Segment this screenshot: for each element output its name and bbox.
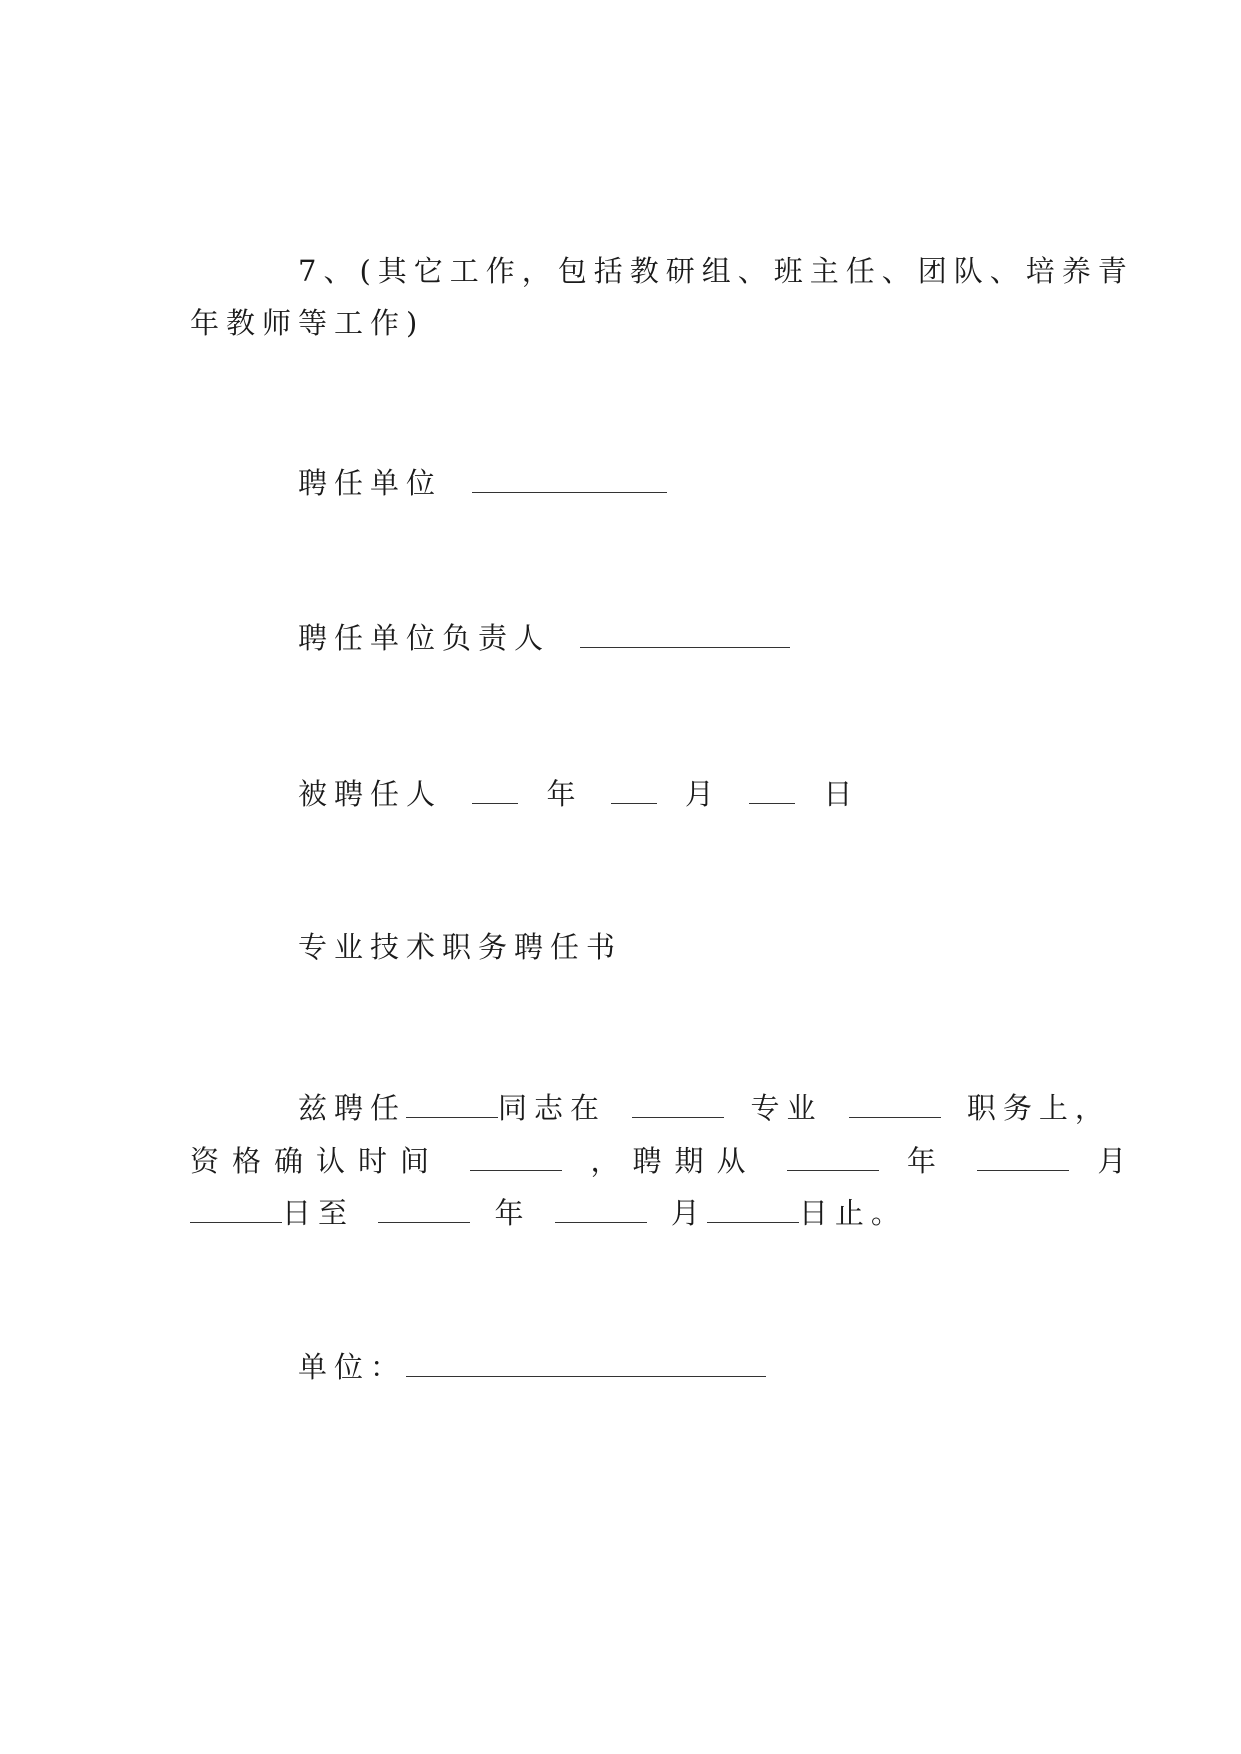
item-7-line-2: 年教师等工作) — [190, 306, 425, 340]
certificate-paragraph-line-2 — [190, 1140, 1140, 1179]
employee-month-label: 月 — [684, 777, 721, 811]
cert-qualify-date-blank[interactable] — [470, 1140, 562, 1171]
employee-year-blank[interactable] — [472, 773, 518, 804]
cert-text-start-month: 月 — [1097, 1144, 1140, 1178]
cert-text-term-from: ，聘期从 — [590, 1144, 759, 1178]
cert-position-blank[interactable] — [849, 1087, 941, 1118]
cert-text-position: 职务上， — [966, 1091, 1111, 1125]
cert-text-start-day: 日至 — [282, 1196, 355, 1230]
item-7-line-1: 7、(其它工作，包括教研组、班主任、团队、培养青 — [298, 254, 1134, 288]
cert-text-start-year: 年 — [906, 1144, 949, 1178]
employee-day-blank[interactable] — [749, 773, 795, 804]
employee-month-blank[interactable] — [611, 773, 657, 804]
cert-text-end-month: 月 — [670, 1196, 707, 1230]
cert-text-end-year: 年 — [494, 1196, 531, 1230]
employee-year-label: 年 — [546, 777, 583, 811]
cert-text-qualify-date: 资格确认时间 — [190, 1144, 443, 1178]
cert-text-comrade: 同志在 — [498, 1091, 607, 1125]
employee-row — [298, 773, 1158, 812]
cert-major-blank[interactable] — [632, 1087, 724, 1118]
certificate-paragraph-line-1 — [298, 1087, 1158, 1126]
cert-text-end-day: 日止。 — [798, 1196, 907, 1230]
cert-start-year-blank[interactable] — [787, 1140, 879, 1171]
cert-text-appoint: 兹聘任 — [298, 1091, 407, 1125]
employer-head-label: 聘任单位负责人 — [298, 621, 551, 655]
employer-unit-label: 聘任单位 — [298, 466, 443, 500]
cert-start-month-blank[interactable] — [977, 1140, 1069, 1171]
employer-head-blank[interactable] — [580, 617, 790, 648]
cert-name-blank[interactable] — [406, 1087, 498, 1118]
cert-end-month-blank[interactable] — [555, 1192, 647, 1223]
certificate-paragraph-line-3 — [190, 1192, 1050, 1231]
unit-row — [298, 1346, 1158, 1385]
employer-unit-blank[interactable] — [472, 462, 667, 493]
unit-blank[interactable] — [406, 1346, 766, 1377]
cert-end-year-blank[interactable] — [378, 1192, 470, 1223]
employee-label: 被聘任人 — [298, 777, 443, 811]
employer-unit-row — [298, 462, 1158, 501]
cert-text-major: 专业 — [750, 1091, 823, 1125]
cert-end-day-blank[interactable] — [707, 1192, 799, 1223]
employee-day-label: 日 — [823, 777, 860, 811]
employer-head-row — [298, 617, 1158, 656]
certificate-title: 专业技术职务聘任书 — [298, 930, 623, 964]
cert-start-day-blank[interactable] — [190, 1192, 282, 1223]
unit-label: 单位： — [298, 1350, 407, 1384]
